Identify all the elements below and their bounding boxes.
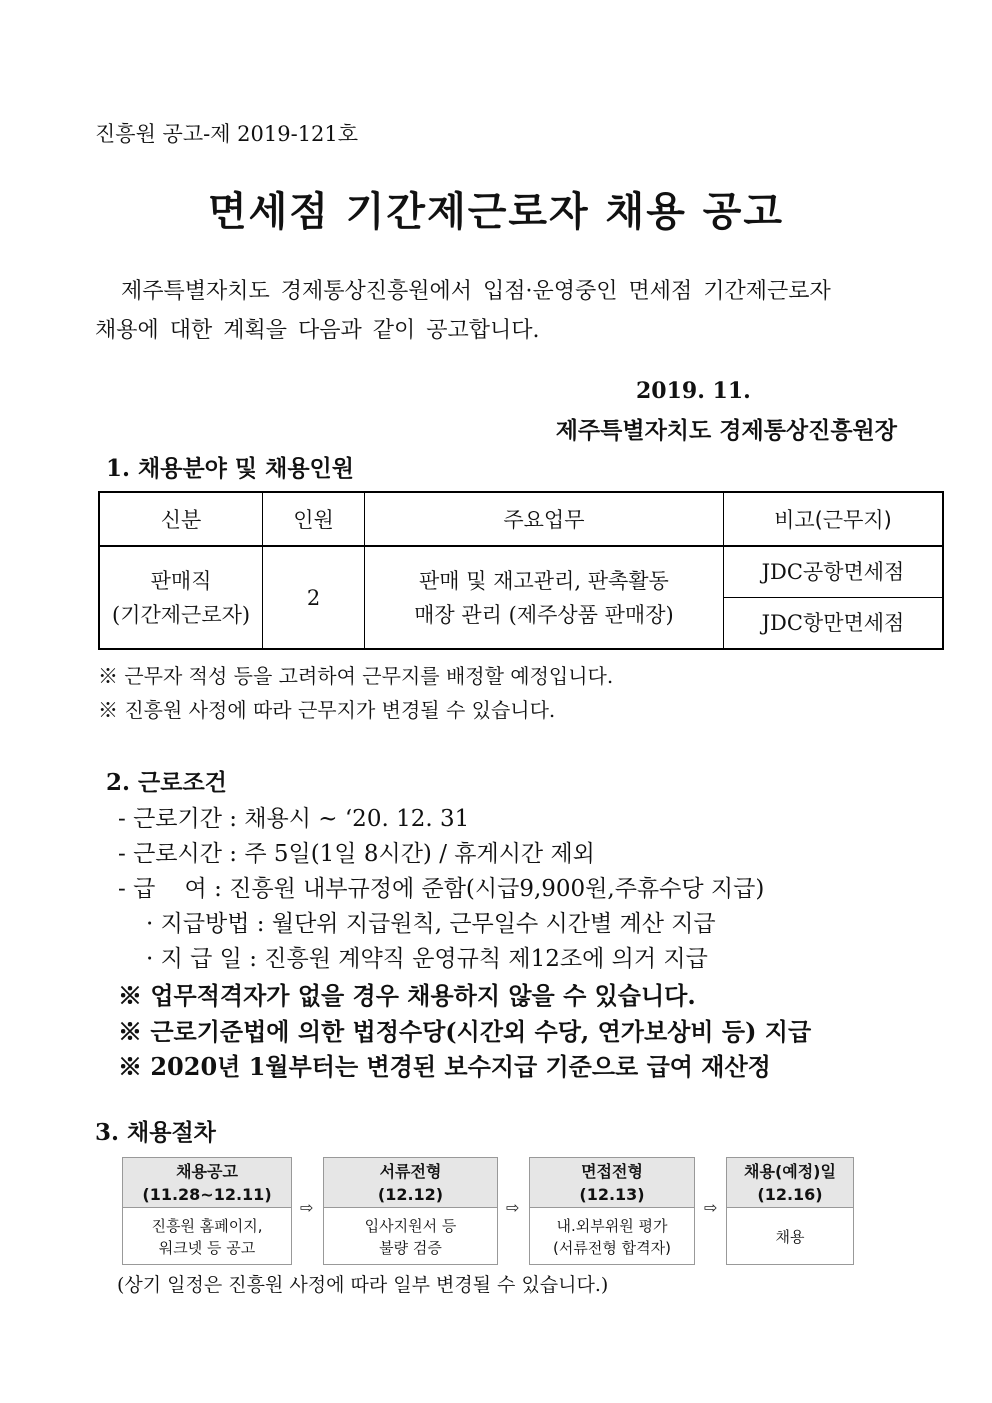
bold-note: ※ 2020년 1월부터는 변경된 보수지급 기준으로 급여 재산정 — [118, 1052, 771, 1081]
schedule-footnote: (상기 일정은 진흥원 사정에 따라 일부 변경될 수 있습니다.) — [117, 1274, 609, 1296]
step-date: (12.13) — [579, 1185, 645, 1204]
arrow-right-icon: ⇨ — [704, 1198, 718, 1217]
duty-line-2: 매장 관리 (제주상품 판매장) — [414, 602, 674, 627]
step-date: (11.28~12.11) — [142, 1185, 272, 1204]
step-desc: (서류전형 합격자) — [553, 1238, 671, 1257]
step-header — [727, 1158, 853, 1208]
step-title: 채용(예정)일 — [744, 1162, 836, 1181]
step-body — [530, 1208, 694, 1265]
issuer: 제주특별자치도 경제통상진흥원장 — [555, 417, 897, 444]
arrow-right-icon: ⇨ — [506, 1198, 520, 1217]
step-date: (12.12) — [377, 1185, 444, 1204]
recruitment-table — [98, 491, 944, 650]
note-change: ※ 진흥원 사정에 따라 근무지가 변경될 수 있습니다. — [98, 698, 556, 722]
arrow-right-icon: ⇨ — [300, 1198, 314, 1217]
condition-pay: - 급 여 : 진흥원 내부규정에 준함(시급9,900원,주휴수당 지급) — [118, 876, 765, 902]
step-header — [123, 1158, 291, 1208]
notice-date: 2019. 11. — [636, 378, 751, 404]
condition-period: - 근로기간 : 채용시 ~ ‘20. 12. 31 — [118, 806, 470, 832]
step-title: 채용공고 — [176, 1162, 238, 1181]
intro-line-1: 제주특별자치도 경제통상진흥원에서 입점·운영중인 면세점 기간제근로자 — [121, 279, 831, 304]
page-title: 면세점 기간제근로자 채용 공고 — [207, 189, 785, 235]
location-cell: JDC공항면세점 — [723, 546, 943, 598]
duty-line-1: 판매 및 재고관리, 판촉활동 — [419, 568, 669, 593]
column-header: 신분 — [99, 492, 263, 546]
condition-hours: - 근로시간 : 주 5일(1일 8시간) / 휴게시간 제외 — [118, 841, 595, 867]
duty-cell — [364, 546, 723, 649]
step-title: 면접전형 — [581, 1162, 643, 1181]
column-header: 비고(근무지) — [723, 492, 943, 546]
intro-paragraph — [95, 272, 900, 350]
bold-note: ※ 업무적격자가 없을 경우 채용하지 않을 수 있습니다. — [118, 981, 696, 1010]
step-date: (12.16) — [757, 1185, 823, 1204]
table-row — [99, 546, 943, 598]
notice-number: 진흥원 공고-제 2019-121호 — [95, 122, 359, 146]
step-desc: 채용 — [775, 1227, 805, 1246]
step-title: 서류전형 — [379, 1162, 442, 1181]
step-header — [530, 1158, 694, 1208]
position-title: 판매직 — [150, 568, 212, 593]
step-desc: 입사지원서 등 — [364, 1216, 457, 1235]
process-step — [323, 1157, 498, 1265]
process-step — [122, 1157, 292, 1265]
condition-pay-day: · 지 급 일 : 진흥원 계약직 운영규칙 제12조에 의거 지급 — [146, 946, 708, 972]
section-3-heading: 3. 채용절차 — [95, 1119, 216, 1146]
section-2-heading: 2. 근로조건 — [106, 769, 227, 796]
step-desc: 내.외부위원 평가 — [556, 1216, 668, 1235]
table-header-row — [99, 492, 943, 546]
position-type: (기간제근로자) — [112, 602, 251, 627]
headcount-cell: 2 — [263, 546, 365, 649]
section-1-heading: 1. 채용분야 및 채용인원 — [106, 455, 354, 482]
step-body — [123, 1208, 291, 1265]
step-body — [727, 1208, 853, 1265]
location-cell: JDC항만면세점 — [723, 598, 943, 650]
note-assignment: ※ 근무자 적성 등을 고려하여 근무지를 배정할 예정입니다. — [98, 664, 614, 688]
step-body — [324, 1208, 497, 1265]
intro-line-2: 채용에 대한 계획을 다음과 같이 공고합니다. — [95, 318, 540, 343]
step-desc: 진흥원 홈페이지, — [151, 1216, 263, 1235]
column-header: 주요업무 — [364, 492, 723, 546]
process-step — [529, 1157, 695, 1265]
condition-pay-method: · 지급방법 : 월단위 지급원칙, 근무일수 시간별 계산 지급 — [146, 911, 716, 937]
column-header: 인원 — [263, 492, 365, 546]
step-header — [324, 1158, 497, 1208]
position-cell — [99, 546, 263, 649]
step-desc: 워크넷 등 공고 — [158, 1238, 256, 1257]
process-step — [726, 1157, 854, 1265]
step-desc: 불량 검증 — [379, 1238, 442, 1257]
bold-note: ※ 근로기준법에 의한 법정수당(시간외 수당, 연가보상비 등) 지급 — [118, 1017, 812, 1046]
